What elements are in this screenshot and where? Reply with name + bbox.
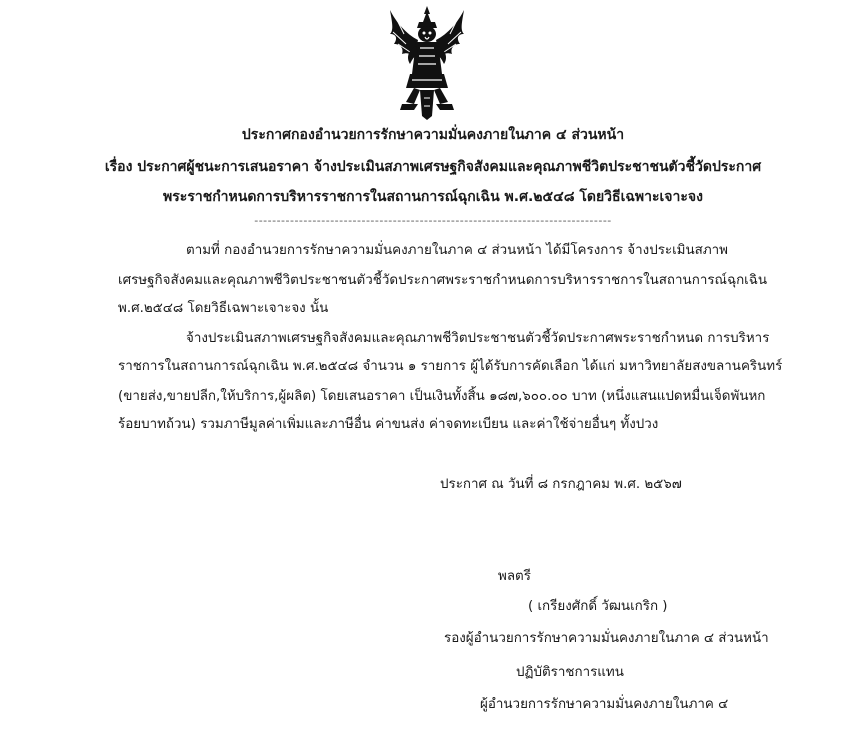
para2-line3: (ขายส่ง,ขายปลีก,ให้บริการ,ผู้ผลิต) โดยเสนอราคา เป็นเงินทั้งสิ้น ๑๘๗,๖๐๐.๐๐ บาท (หนึ่งแสนแปดหมื่นเจ็ดพันหก xyxy=(118,389,766,404)
garuda-emblem-icon xyxy=(384,4,470,122)
announcement-subject-line1: เรื่อง ประกาศผู้ชนะการเสนอราคา จ้างประเมินสภาพเศรษฐกิจสังคมและคุณภาพชีวิตประชาชนตัวชี้วัดประกาศ xyxy=(104,159,762,175)
announcement-subject-line2: พระราชกำหนดการบริหารราชการในสถานการณ์ฉุกเฉิน พ.ศ.๒๕๔๘ โดยวิธีเฉพาะเจาะจง xyxy=(163,189,703,205)
separator-line: -------------------------------------------------------------------------------- xyxy=(254,214,612,227)
para2-line2: ราชการในสถานการณ์ฉุกเฉิน พ.ศ.๒๕๔๘ จำนวน ๑ รายการ ผู้ได้รับการคัดเลือก ได้แก่ มหาวิทยาลัยสงขลานครินทร์ xyxy=(118,359,783,374)
announcement-title: ประกาศกองอำนวยการรักษาความมั่นคงภายในภาค ๔ ส่วนหน้า xyxy=(241,127,625,143)
para1-line1: ตามที่ กองอำนวยการรักษาความมั่นคงภายในภาค ๔ ส่วนหน้า ได้มีโครงการ จ้างประเมินสภาพ xyxy=(186,243,728,258)
para2-line4: ร้อยบาทถ้วน) รวมภาษีมูลค่าเพิ่มและภาษีอื่น ค่าขนส่ง ค่าจดทะเบียน และค่าใช้จ่ายอื่นๆ ทั้งปวง xyxy=(118,417,659,432)
announce-date: ประกาศ ณ วันที่ ๘ กรกฎาคม พ.ศ. ๒๕๖๗ xyxy=(440,477,682,492)
signer-on-behalf-of: ผู้อำนวยการรักษาความมั่นคงภายในภาค ๔ xyxy=(480,697,729,712)
signer-position: รองผู้อำนวยการรักษาความมั่นคงภายในภาค ๔ ส่วนหน้า xyxy=(444,631,769,646)
signer-name: ( เกรียงศักดิ์ วัฒนเกริก ) xyxy=(528,599,668,614)
signer-rank: พลตรี xyxy=(498,569,531,584)
para1-line3: พ.ศ.๒๕๔๘ โดยวิธีเฉพาะเจาะจง นั้น xyxy=(118,301,329,316)
para1-line2: เศรษฐกิจสังคมและคุณภาพชีวิตประชาชนตัวชี้วัดประกาศพระราชกำหนดการบริหารราชการในสถานการณ์ฉุกเฉิน xyxy=(118,273,768,288)
signer-acting: ปฏิบัติราชการแทน xyxy=(516,665,624,680)
para2-line1: จ้างประเมินสภาพเศรษฐกิจสังคมและคุณภาพชีวิตประชาชนตัวชี้วัดประกาศพระราชกำหนด การบริหาร xyxy=(186,331,770,346)
